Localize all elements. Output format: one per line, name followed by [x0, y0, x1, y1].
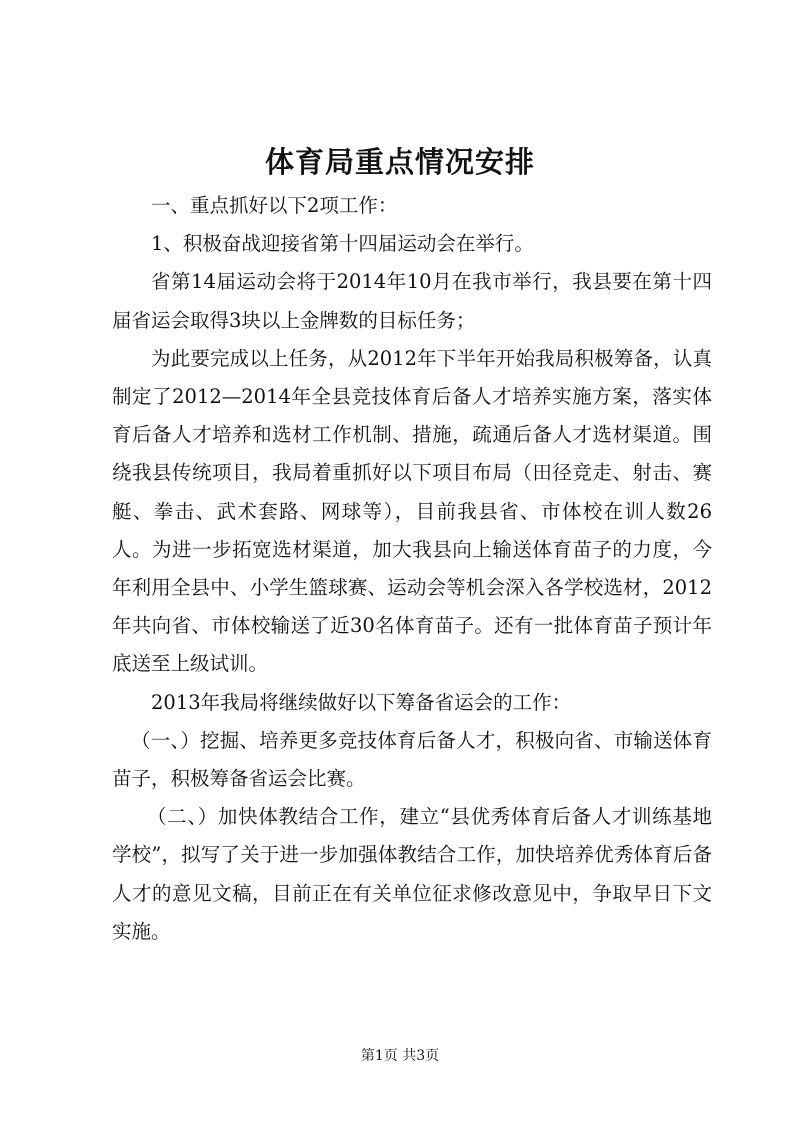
document-title: 体育局重点情况安排: [264, 145, 535, 179]
paragraph: 2013年我局将继续做好以下筹备省运会的工作：: [151, 690, 572, 714]
document-body: [112, 187, 712, 951]
paragraph: （一、）挖掘、培养更多竞技体育后备人才，积极向省、市输送体育苗子，积极筹备省运会比赛。: [112, 728, 712, 791]
paragraph: 为此要完成以上任务，从2012年下半年开始我局积极筹备，认真制定了2012—2014年全县竞技体育后备人才培养实施方案，落实体育后备人才培养和选材工作机制、措施，疏通后备人才选材渠道。围绕我县传统项目，我局着重抓好以下项目布局（田径竞走、射击、赛艇、拳击、武术套路、网球等），目前我县省、市体校在训人数26人。为进一步拓宽选材渠道，加大我县向上输送体育苗子的力度，今年利用全县中、小学生篮球赛、运动会等机会深入各学校选材，2012年共向省、市体校输送了近30名体育苗子。还有一批体育苗子预计年底送至上级试训。: [112, 346, 712, 676]
paragraph-item-heading: 1、积极奋战迎接省第十四届运动会在举行。: [151, 232, 534, 256]
paragraph: （二、）加快体教结合工作，建立“县优秀体育后备人才训练基地学校”，拟写了关于进一步加强体教结合工作，加快培养优秀体育后备人才的意见文稿，目前正在有关单位征求修改意见中，争取早日下文实施。: [112, 805, 712, 943]
paragraph-section-heading: 一、重点抓好以下2项工作：: [151, 194, 398, 217]
paragraph: 省第14届运动会将于2014年10月在我市举行，我县要在第十四届省运会取得3块以上金牌数的目标任务；: [112, 270, 712, 332]
page-footer: 第1页 共3页: [360, 1048, 440, 1064]
